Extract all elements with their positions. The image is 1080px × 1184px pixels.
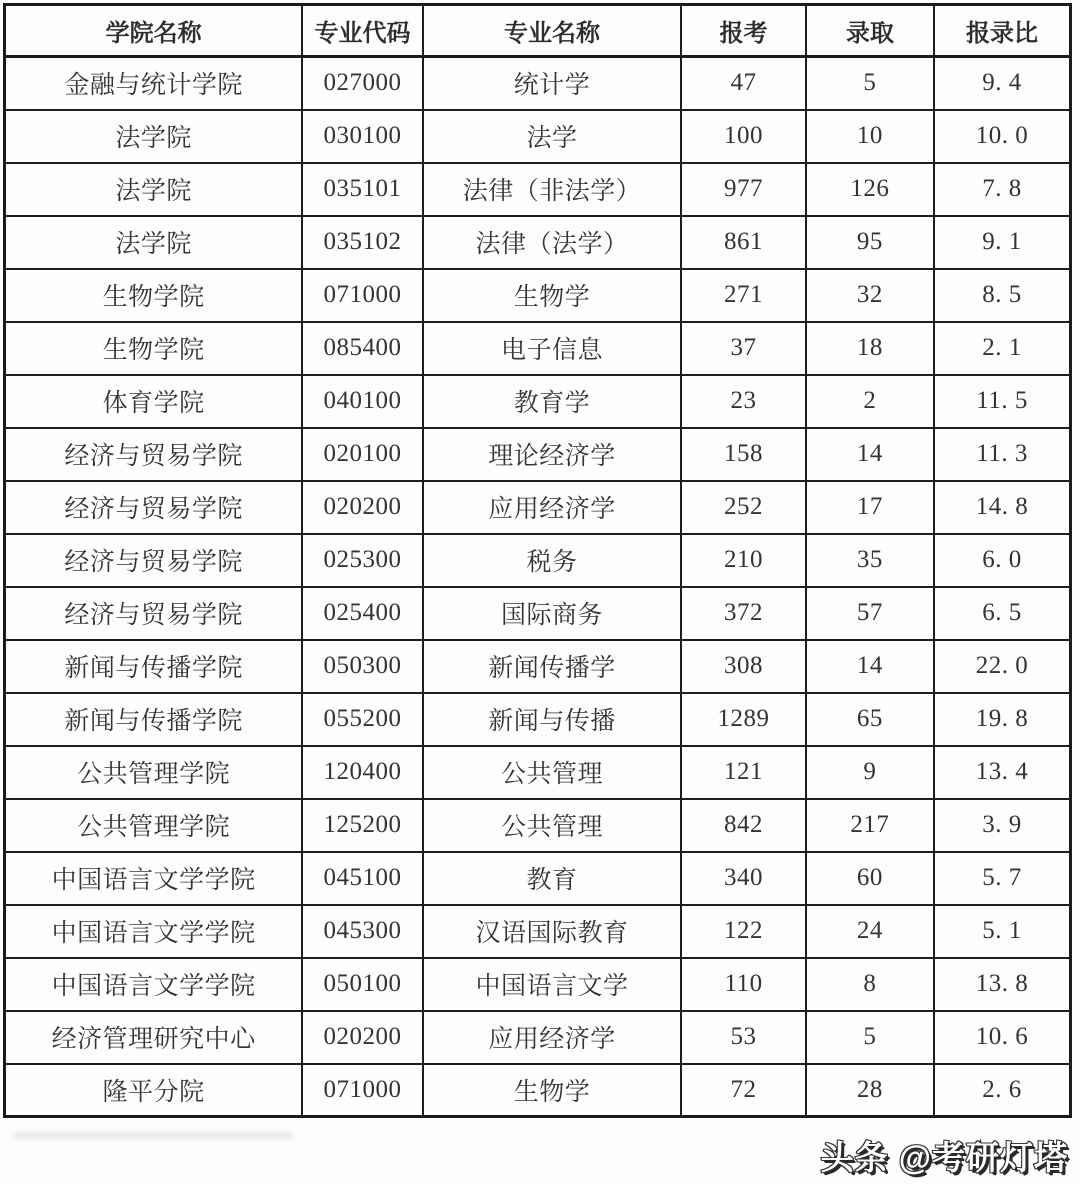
column-header: 录取	[806, 5, 934, 57]
table-cell: 国际商务	[423, 587, 682, 640]
table-cell: 6. 5	[934, 587, 1070, 640]
table-cell: 生物学院	[5, 269, 303, 322]
table-cell: 372	[681, 587, 805, 640]
table-cell: 应用经济学	[423, 1011, 682, 1064]
table-cell: 10. 0	[934, 110, 1070, 163]
table-row	[5, 1011, 1071, 1064]
table-cell: 金融与统计学院	[5, 57, 303, 110]
table-row	[5, 375, 1071, 428]
table-cell: 11. 3	[934, 428, 1070, 481]
table-row	[5, 322, 1071, 375]
table-cell: 教育学	[423, 375, 682, 428]
table-cell: 中国语言文学	[423, 958, 682, 1011]
table-cell: 28	[806, 1064, 934, 1117]
table-cell: 035102	[302, 216, 422, 269]
table-cell: 经济与贸易学院	[5, 428, 303, 481]
table-cell: 经济与贸易学院	[5, 481, 303, 534]
table-cell: 2. 6	[934, 1064, 1070, 1117]
table-cell: 040100	[302, 375, 422, 428]
table-cell: 842	[681, 799, 805, 852]
table-cell: 055200	[302, 693, 422, 746]
table-cell: 120400	[302, 746, 422, 799]
table-cell: 8. 5	[934, 269, 1070, 322]
table-cell: 23	[681, 375, 805, 428]
table-cell: 271	[681, 269, 805, 322]
table-header-row	[5, 5, 1071, 57]
table-cell: 045100	[302, 852, 422, 905]
table-cell: 18	[806, 322, 934, 375]
table-cell: 法学院	[5, 216, 303, 269]
table-cell: 9	[806, 746, 934, 799]
table-cell: 126	[806, 163, 934, 216]
admissions-table	[3, 3, 1072, 1118]
table-cell: 57	[806, 587, 934, 640]
table-cell: 法律（法学）	[423, 216, 682, 269]
table-cell: 24	[806, 905, 934, 958]
table-cell: 53	[681, 1011, 805, 1064]
table-cell: 030100	[302, 110, 422, 163]
table-cell: 7. 8	[934, 163, 1070, 216]
table-cell: 95	[806, 216, 934, 269]
table-body	[5, 57, 1071, 1117]
column-header: 专业代码	[302, 5, 422, 57]
table-cell: 新闻与传播学院	[5, 640, 303, 693]
table-cell: 公共管理	[423, 746, 682, 799]
table-cell: 10. 6	[934, 1011, 1070, 1064]
column-header: 报录比	[934, 5, 1070, 57]
table-cell: 217	[806, 799, 934, 852]
table-cell: 158	[681, 428, 805, 481]
table-cell: 35	[806, 534, 934, 587]
table-cell: 025400	[302, 587, 422, 640]
table-row	[5, 428, 1071, 481]
table-cell: 110	[681, 958, 805, 1011]
table-cell: 13. 4	[934, 746, 1070, 799]
table-cell: 法学院	[5, 110, 303, 163]
table-cell: 中国语言文学学院	[5, 958, 303, 1011]
table-cell: 050300	[302, 640, 422, 693]
table-cell: 汉语国际教育	[423, 905, 682, 958]
table-cell: 861	[681, 216, 805, 269]
table-row	[5, 481, 1071, 534]
table-cell: 122	[681, 905, 805, 958]
table-cell: 法学	[423, 110, 682, 163]
table-cell: 14	[806, 428, 934, 481]
table-cell: 经济与贸易学院	[5, 587, 303, 640]
table-row	[5, 1064, 1071, 1117]
table-cell: 60	[806, 852, 934, 905]
table-cell: 14. 8	[934, 481, 1070, 534]
table-row	[5, 110, 1071, 163]
table-cell: 252	[681, 481, 805, 534]
table-cell: 5. 7	[934, 852, 1070, 905]
table-cell: 125200	[302, 799, 422, 852]
table-cell: 210	[681, 534, 805, 587]
column-header: 专业名称	[423, 5, 682, 57]
table-cell: 生物学	[423, 269, 682, 322]
table-cell: 3. 9	[934, 799, 1070, 852]
table-cell: 隆平分院	[5, 1064, 303, 1117]
table-cell: 税务	[423, 534, 682, 587]
table-row	[5, 640, 1071, 693]
table-cell: 47	[681, 57, 805, 110]
table-cell: 020200	[302, 1011, 422, 1064]
column-header: 学院名称	[5, 5, 303, 57]
table-cell: 统计学	[423, 57, 682, 110]
table-row	[5, 799, 1071, 852]
table-cell: 071000	[302, 1064, 422, 1117]
table-cell: 071000	[302, 269, 422, 322]
table-cell: 11. 5	[934, 375, 1070, 428]
table-cell: 020100	[302, 428, 422, 481]
table-cell: 法律（非法学）	[423, 163, 682, 216]
table-cell: 经济与贸易学院	[5, 534, 303, 587]
table-cell: 308	[681, 640, 805, 693]
table-row	[5, 587, 1071, 640]
column-header: 报考	[681, 5, 805, 57]
table-cell: 977	[681, 163, 805, 216]
table-cell: 新闻与传播	[423, 693, 682, 746]
table-cell: 公共管理学院	[5, 799, 303, 852]
table-cell: 2	[806, 375, 934, 428]
table-row	[5, 958, 1071, 1011]
table-cell: 5	[806, 57, 934, 110]
table-cell: 19. 8	[934, 693, 1070, 746]
table-cell: 020200	[302, 481, 422, 534]
table-cell: 340	[681, 852, 805, 905]
table-cell: 65	[806, 693, 934, 746]
table-cell: 72	[681, 1064, 805, 1117]
table-cell: 1289	[681, 693, 805, 746]
table-cell: 新闻与传播学院	[5, 693, 303, 746]
table-cell: 9. 4	[934, 57, 1070, 110]
table-row	[5, 905, 1071, 958]
table-cell: 22. 0	[934, 640, 1070, 693]
watermark: 头条 @考研灯塔	[820, 1139, 1068, 1176]
table-cell: 085400	[302, 322, 422, 375]
table-cell: 050100	[302, 958, 422, 1011]
table-cell: 5. 1	[934, 905, 1070, 958]
table-row	[5, 163, 1071, 216]
table-cell: 6. 0	[934, 534, 1070, 587]
table-cell: 8	[806, 958, 934, 1011]
table-cell: 10	[806, 110, 934, 163]
table-cell: 生物学院	[5, 322, 303, 375]
table-cell: 公共管理	[423, 799, 682, 852]
table-cell: 教育	[423, 852, 682, 905]
table-cell: 025300	[302, 534, 422, 587]
table-row	[5, 534, 1071, 587]
table-cell: 中国语言文学学院	[5, 905, 303, 958]
table-row	[5, 216, 1071, 269]
table-cell: 17	[806, 481, 934, 534]
table-cell: 2. 1	[934, 322, 1070, 375]
table-cell: 中国语言文学学院	[5, 852, 303, 905]
table-cell: 035101	[302, 163, 422, 216]
table-cell: 体育学院	[5, 375, 303, 428]
table-row	[5, 57, 1071, 110]
table-cell: 13. 8	[934, 958, 1070, 1011]
table-cell: 法学院	[5, 163, 303, 216]
table-cell: 5	[806, 1011, 934, 1064]
table-cell: 32	[806, 269, 934, 322]
table-row	[5, 852, 1071, 905]
table-cell: 37	[681, 322, 805, 375]
table-cell: 生物学	[423, 1064, 682, 1117]
table-row	[5, 693, 1071, 746]
table-row	[5, 269, 1071, 322]
table-cell: 027000	[302, 57, 422, 110]
table-cell: 经济管理研究中心	[5, 1011, 303, 1064]
scan-smudge	[14, 1132, 294, 1139]
table-cell: 121	[681, 746, 805, 799]
table-cell: 新闻传播学	[423, 640, 682, 693]
table-cell: 电子信息	[423, 322, 682, 375]
table-cell: 公共管理学院	[5, 746, 303, 799]
table-cell: 应用经济学	[423, 481, 682, 534]
table-cell: 9. 1	[934, 216, 1070, 269]
table-cell: 理论经济学	[423, 428, 682, 481]
table-row	[5, 746, 1071, 799]
table-cell: 045300	[302, 905, 422, 958]
table-cell: 14	[806, 640, 934, 693]
table-cell: 100	[681, 110, 805, 163]
